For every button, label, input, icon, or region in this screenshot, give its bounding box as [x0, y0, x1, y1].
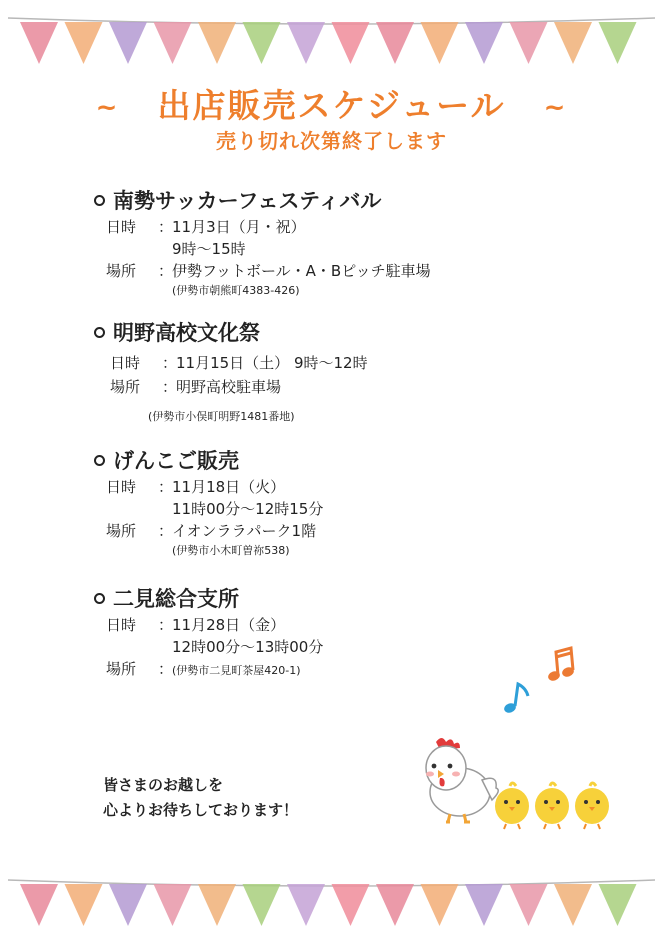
page-subtitle: 売り切れ次第終了します: [216, 129, 447, 153]
event-date-line: [92, 476, 323, 498]
chick-icon: [575, 783, 609, 829]
event-time: 9時～15時: [172, 240, 246, 258]
event-place-line: [92, 376, 368, 398]
place-label: 場所: [106, 660, 137, 678]
colon: ：: [158, 262, 174, 280]
date-label: 日時: [110, 354, 141, 372]
event-date: 11月28日（金）: [172, 616, 286, 634]
event-title: [92, 186, 431, 216]
chick-icon: [535, 783, 569, 829]
event-name: 明野高校文化祭: [113, 321, 260, 345]
bunting-flag: [599, 22, 637, 64]
event-name: げんこご販売: [113, 449, 239, 473]
event-name: 二見総合支所: [113, 587, 239, 611]
place-label: 場所: [106, 262, 137, 280]
date-label: 日時: [106, 218, 137, 236]
bunting-flag: [154, 22, 192, 64]
event-place-line: [92, 520, 323, 542]
place-label: 場所: [106, 522, 137, 540]
bullet-icon: [94, 455, 105, 466]
event-time: 11時00分～12時15分: [172, 500, 324, 518]
place-label: 場所: [110, 378, 141, 396]
title-text: 出店販売スケジュール: [157, 86, 506, 125]
bunting-flag: [376, 884, 414, 926]
bunting-flag: [287, 884, 325, 926]
event-soccer-festival: [92, 186, 431, 300]
event-place: 伊勢フットボール・A・Bピッチ駐車場: [172, 262, 431, 280]
bunting-flag: [554, 884, 592, 926]
bunting-flag: [243, 884, 281, 926]
event-date: 11月15日（土） 9時～12時: [176, 354, 368, 372]
bunting-top: [0, 0, 663, 80]
event-place-line: [92, 658, 323, 680]
colon: ：: [158, 478, 174, 496]
bunting-flag: [243, 22, 281, 64]
page-title: [0, 80, 663, 127]
bunting-flag: [109, 884, 147, 926]
event-place: 明野高校駐車場: [176, 378, 282, 396]
event-genkogo-sale: [92, 446, 323, 560]
event-date: 11月3日（月・祝）: [172, 218, 306, 236]
event-time: 12時00分～13時00分: [172, 638, 324, 656]
title-tilde-right: ~: [543, 92, 568, 123]
bunting-flag: [154, 884, 192, 926]
music-note-icon: [547, 648, 575, 682]
date-label: 日時: [106, 616, 137, 634]
bunting-flag: [510, 22, 548, 64]
event-address: (伊勢市朝熊町4383-426): [172, 284, 300, 297]
bunting-flag: [198, 884, 236, 926]
bunting-flag: [109, 22, 147, 64]
colon: ：: [158, 522, 174, 540]
event-address: (伊勢市小木町曽祢538): [172, 544, 290, 557]
colon: ：: [158, 660, 174, 678]
closing-line-2: 心よりお待ちしております！: [103, 801, 299, 819]
bunting-flag: [332, 884, 370, 926]
bullet-icon: [94, 593, 105, 604]
bunting-bottom: [0, 862, 663, 942]
event-date-line: [92, 216, 431, 238]
music-note-icon: [503, 684, 528, 714]
event-title: [92, 318, 368, 348]
event-title: [92, 446, 323, 476]
chick-icon: [495, 783, 529, 829]
bunting-flag: [376, 22, 414, 64]
closing-message: [103, 773, 298, 823]
bunting-flag: [554, 22, 592, 64]
event-address: (伊勢市二見町茶屋420-1): [172, 664, 301, 677]
bunting-flag: [465, 884, 503, 926]
event-title: [92, 584, 323, 614]
bunting-flag: [20, 22, 58, 64]
bunting-flag: [465, 22, 503, 64]
bunting-flag: [65, 22, 103, 64]
event-date-line: [92, 352, 368, 374]
title-tilde-left: ~: [95, 92, 120, 123]
date-label: 日時: [106, 478, 137, 496]
colon: ：: [162, 378, 178, 396]
event-akeno-festival: [92, 318, 368, 426]
colon: ：: [158, 616, 174, 634]
bullet-icon: [94, 327, 105, 338]
event-place: イオンララパーク1階: [172, 522, 317, 540]
bunting-flag: [510, 884, 548, 926]
bunting-flag: [421, 884, 459, 926]
bunting-flag: [198, 22, 236, 64]
bunting-flag: [421, 22, 459, 64]
event-futami-branch: [92, 584, 323, 680]
colon: ：: [162, 354, 178, 372]
closing-line-1: 皆さまのお越しを: [103, 776, 224, 794]
bullet-icon: [94, 195, 105, 206]
bunting-flag: [599, 884, 637, 926]
event-date: 11月18日（火）: [172, 478, 286, 496]
hen-icon: [416, 734, 504, 826]
event-date-line: [92, 614, 323, 636]
bunting-flag: [20, 884, 58, 926]
event-name: 南勢サッカーフェスティバル: [113, 189, 382, 213]
music-notes-icon: [500, 644, 580, 716]
bunting-flag: [65, 884, 103, 926]
bunting-flag: [332, 22, 370, 64]
colon: ：: [158, 218, 174, 236]
event-address: (伊勢市小俣町明野1481番地): [148, 410, 295, 423]
bunting-flag: [287, 22, 325, 64]
chicks-group: [492, 780, 612, 830]
event-place-line: [92, 260, 431, 282]
